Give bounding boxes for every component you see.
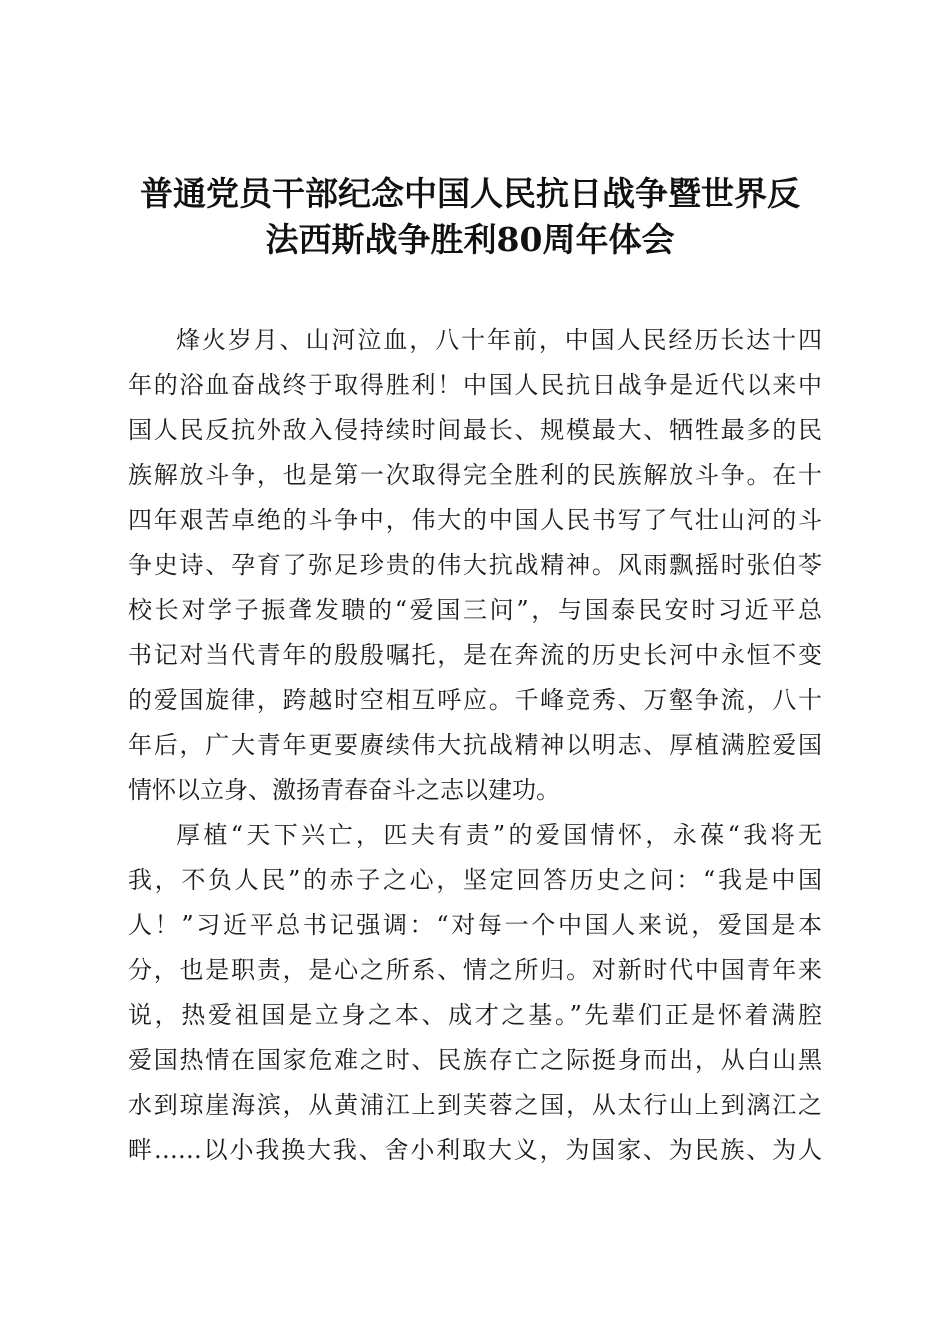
- paragraph-1: [128, 318, 822, 813]
- paragraph-2: [128, 813, 822, 1173]
- paragraph-line: 争史诗、孕育了弥足珍贵的伟大抗战精神。风雨飘摇时张伯苓: [128, 551, 822, 579]
- paragraph-line: 族解放斗争，也是第一次取得完全胜利的民族解放斗争。在十: [128, 461, 822, 489]
- paragraph-line: 分，也是职责，是心之所系、情之所归。对新时代中国青年来: [128, 956, 822, 984]
- title-line-1: 普通党员干部纪念中国人民抗日战争暨世界反: [140, 174, 800, 213]
- paragraph-line: 人！”习近平总书记强调：“对每一个中国人来说，爱国是本: [128, 911, 822, 939]
- paragraph-line: 情怀以立身、激扬青春奋斗之志以建功。: [128, 776, 560, 804]
- paragraph-line: 说，热爱祖国是立身之本、成才之基。”先辈们正是怀着满腔: [128, 1001, 822, 1029]
- paragraph-line: 的爱国旋律，跨越时空相互呼应。千峰竞秀、万壑争流，八十: [128, 686, 822, 714]
- document-body: [128, 318, 822, 1173]
- title-line-2: 法西斯战争胜利80周年体会: [265, 220, 675, 259]
- paragraph-line: 畔……以小我换大我、舍小利取大义，为国家、为民族、为人: [128, 1136, 822, 1164]
- paragraph-line: 厚植“天下兴亡，匹夫有责”的爱国情怀，永葆“我将无: [176, 821, 822, 849]
- paragraph-line: 水到琼崖海滨，从黄浦江上到芙蓉之国，从太行山上到漓江之: [128, 1091, 822, 1119]
- paragraph-line: 年后，广大青年更要赓续伟大抗战精神以明志、厚植满腔爱国: [128, 731, 822, 759]
- paragraph-line: 我，不负人民”的赤子之心，坚定回答历史之问：“我是中国: [128, 866, 822, 894]
- paragraph-line: 爱国热情在国家危难之时、民族存亡之际挺身而出，从白山黑: [128, 1046, 822, 1074]
- paragraph-line: 国人民反抗外敌入侵持续时间最长、规模最大、牺牲最多的民: [128, 416, 822, 444]
- paragraph-line: 烽火岁月、山河泣血，八十年前，中国人民经历长达十四: [176, 326, 822, 354]
- document-title: [100, 171, 840, 263]
- paragraph-line: 四年艰苦卓绝的斗争中，伟大的中国人民书写了气壮山河的斗: [128, 506, 822, 534]
- paragraph-line: 书记对当代青年的殷殷嘱托，是在奔流的历史长河中永恒不变: [128, 641, 822, 669]
- paragraph-line: 校长对学子振聋发聩的“爱国三问”，与国泰民安时习近平总: [128, 596, 822, 624]
- paragraph-line: 年的浴血奋战终于取得胜利！中国人民抗日战争是近代以来中: [128, 371, 822, 399]
